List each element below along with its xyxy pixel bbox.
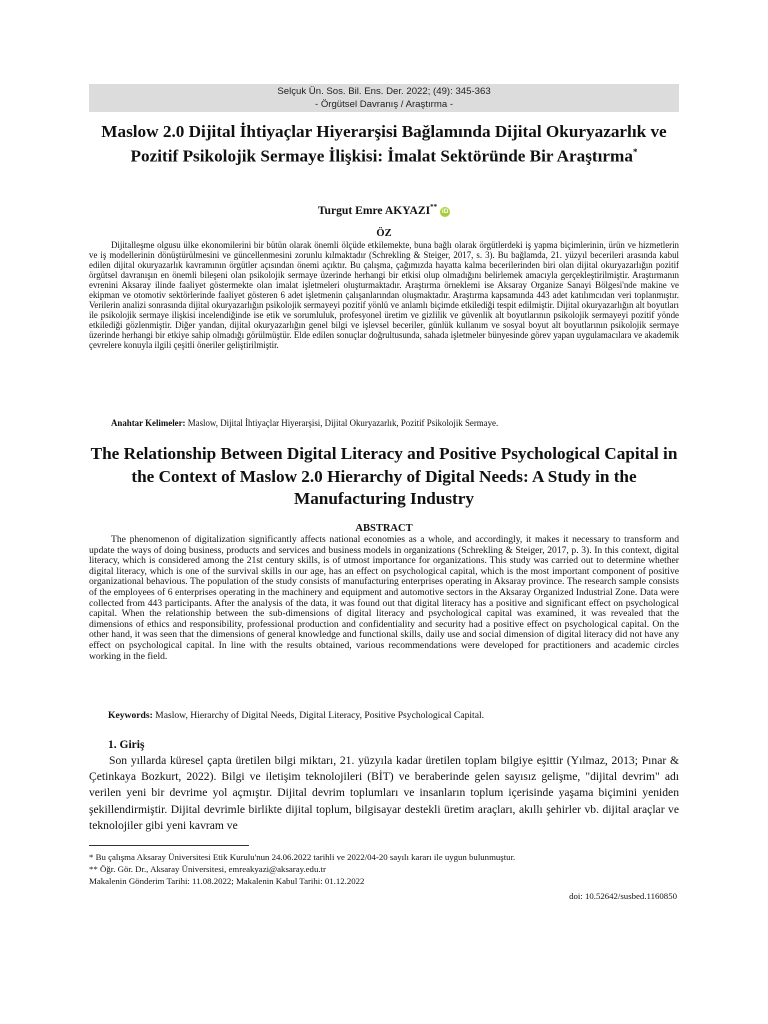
turkish-keywords bbox=[111, 418, 679, 428]
intro-paragraph: Son yıllarda küresel çapta üretilen bilgi miktarı, 21. yüzyıla kadar üretilen toplam bilgiye eşittir (Yılmaz, 2013; Pınar & Çetinkaya Bozkurt, 2022). Bilgi ve iletişim teknolojileri (BİT) ve beraberinde gelen sayısız gelişme, "dijital devrim" adı verilen yeni bir devrime yol açmıştır. Dijital devrim toplumları ve insanların toplum içerisinde yaşama biçimini yeniden şekillendirmiştir. Dijital devrimle birlikte dijital toplum, bilgisayar destekli üretim araçları, akıllı şehirler vb. dijital araçlar ve teknolojiler gibi yeni kavram ve bbox=[89, 754, 679, 832]
journal-citation: Selçuk Ün. Sos. Bil. Ens. Der. 2022; (49): 345-363 bbox=[277, 86, 491, 97]
intro-body bbox=[89, 753, 679, 834]
footnote-author: ** Öğr. Gör. Dr., Aksaray Üniversitesi, emreakyazi@aksaray.edu.tr bbox=[89, 864, 326, 874]
author-name: Turgut Emre AKYAZI bbox=[317, 203, 431, 217]
oz-heading: ÖZ bbox=[376, 228, 392, 239]
journal-header bbox=[89, 84, 679, 112]
submission-dates: Makalenin Gönderim Tarihi: 11.08.2022; Makalenin Kabul Tarihi: 01.12.2022 bbox=[89, 876, 365, 886]
footnote-ethics: * Bu çalışma Aksaray Üniversitesi Etik Kurulu'nun 24.06.2022 tarihli ve 2022/04-20 sayılı kararı ile uygun bulunmuştur. bbox=[89, 852, 516, 862]
section-heading-intro: 1. Giriş bbox=[108, 739, 145, 751]
turkish-abstract bbox=[89, 240, 679, 351]
english-keywords bbox=[108, 710, 678, 721]
english-abstract bbox=[89, 535, 679, 662]
title-footnote-mark: * bbox=[632, 147, 638, 157]
turkish-title bbox=[100, 121, 668, 167]
orcid-icon[interactable]: iD bbox=[441, 207, 449, 215]
english-keywords-label: Keywords: bbox=[108, 710, 153, 721]
footnotes bbox=[89, 851, 679, 887]
author-footnote-mark: ** bbox=[430, 203, 438, 211]
turkish-abstract-text: Dijitalleşme olgusu ülke ekonomilerini bir bütün olarak önemli ölçüde etkilemekte, buna bağlı olarak örgütlerdeki iş yapma biçimlerinin, ürün ve hizmetlerin ve iş modellerinin dönüştürülmesini ve güncellenmesini zorunlu kılmaktadır (Schrekling & Steiger, 2017, s. 3). Bu bağlamda, 21. yüzyıl becerileri arasında kabul edilen dijital okuryazarlık kavramının örgütler açısından önemi açıktır. Bu çalışma, çağımızda hayatta kalma becerilerinden biri olan dijital okuryazarlığın pozitif örgütsel davranışın en önemli bileşeni olan psikolojik sermaye üzerinde herhangi bir etkisi olup olmadığını belirlemek amacıyla gerçekleştirilmiştir. Araştırmanın evrenini Aksaray ilinde faaliyet göstermekte olan imalat işletmeleri oluşturmaktadır. Araştırma örneklemi ise Aksaray Organize Sanayi Bölgesi'nde makine ve ekipman ve otomotiv sektörlerinde faaliyet gösteren 6 adet işletmenin çalışanlarından oluşmaktadır. Araştırma kapsamında 443 adet katılımcıdan veri toplanmıştır. Verilerin analizi sonrasında dijital okuryazarlığın psikolojik sermayeyi pozitif yönlü ve anlamlı biçimde etkilediği tespit edilmiştir. Dijital okuryazarlığın alt boyutları ile psikolojik sermaye ilişkisi incelendiğinde ise etik ve sorumluluk, profesyonel üretim ve gizlilik ve güvenlik alt boyutlarının psikolojik sermayeyi pozitif yönde etkilediği gözlenmiştir. Diğer yandan, dijital okuryazarlığın genel bilgi ve işlevsel beceriler, günlük kullanım ve sosyal boyut alt boyutlarının psikolojik sermaye üzerinde herhangi bir etkiye sahip olmadığı görülmüştür. Elde edilen sonuçlar doğrultusunda, sahada işletmeler bünyesinde görev yapan uygulamacılara ve akademik çevrelere konuyla ilgili çeşitli öneriler geliştirilmiştir. bbox=[89, 240, 679, 351]
turkish-keywords-label: Anahtar Kelimeler: bbox=[111, 418, 186, 428]
english-keywords-text: Maslow, Hierarchy of Digital Needs, Digital Literacy, Positive Psychological Capital. bbox=[155, 710, 485, 721]
doi[interactable]: doi: 10.52642/susbed.1160850 bbox=[569, 891, 677, 901]
article-category: - Örgütsel Davranış / Araştırma - bbox=[314, 98, 454, 110]
footnote-divider bbox=[89, 845, 249, 846]
english-abstract-text: The phenomenon of digitalization significantly affects national economies as a whole, and accordingly, it makes it necessary to transform and update the ways of doing business, products and services and business models in organizations (Schrekling & Steiger, 2017, p. 3). In this context, digital literacy, which is considered among the 21st century skills, is of utmost importance for organizations. This study was carried out to determine whether digital literacy, which is one of the survival skills in our age, has an effect on psychological capital, which is the most important component of positive organizational behavious. The population of the study consists of manufacturing enterprises operating in Aksaray province. The research sample consists of the employees of 6 enterprises operating in the machinery and equipment and automotive sectors in the Aksaray Organized Industrial Zone. Data were collected from 443 participants. After the analysis of the data, it was found out that digital literacy has a positive and significant effect on psychological capital. When the relationship between the sub-dimensions of digital literacy and psychological capital was examined, it was revealed that the dimensions of ethics and responsibility, professional production and confidentiality and security had a positive effect on psychological capital. On the other hand, it was seen that the dimensions of general knowledge and functional skills, daily use and social dimension of digital literacy did not have any effect on psychological capital. In line with the results obtained, various recommendations were developed for practitioners and academic circles working in the field. bbox=[89, 534, 679, 662]
english-title: The Relationship Between Digital Literacy and Positive Psychological Capital in the Context of Maslow 2.0 Hierarchy of Digital Needs: A Study in the Manufacturing Industry bbox=[90, 444, 678, 508]
turkish-title-text: Maslow 2.0 Dijital İhtiyaçlar Hiyerarşisi Bağlamında Dijital Okuryazarlık ve Pozitif Psikolojik Sermaye İlişkisi: İmalat Sektöründe Bir Araştırma bbox=[101, 122, 667, 166]
author-line bbox=[100, 203, 668, 217]
turkish-keywords-text: Maslow, Dijital İhtiyaçlar Hiyerarşisi, Dijital Okuryazarlık, Pozitif Psikolojik Sermaye. bbox=[187, 418, 499, 428]
abstract-heading: ABSTRACT bbox=[355, 523, 413, 534]
